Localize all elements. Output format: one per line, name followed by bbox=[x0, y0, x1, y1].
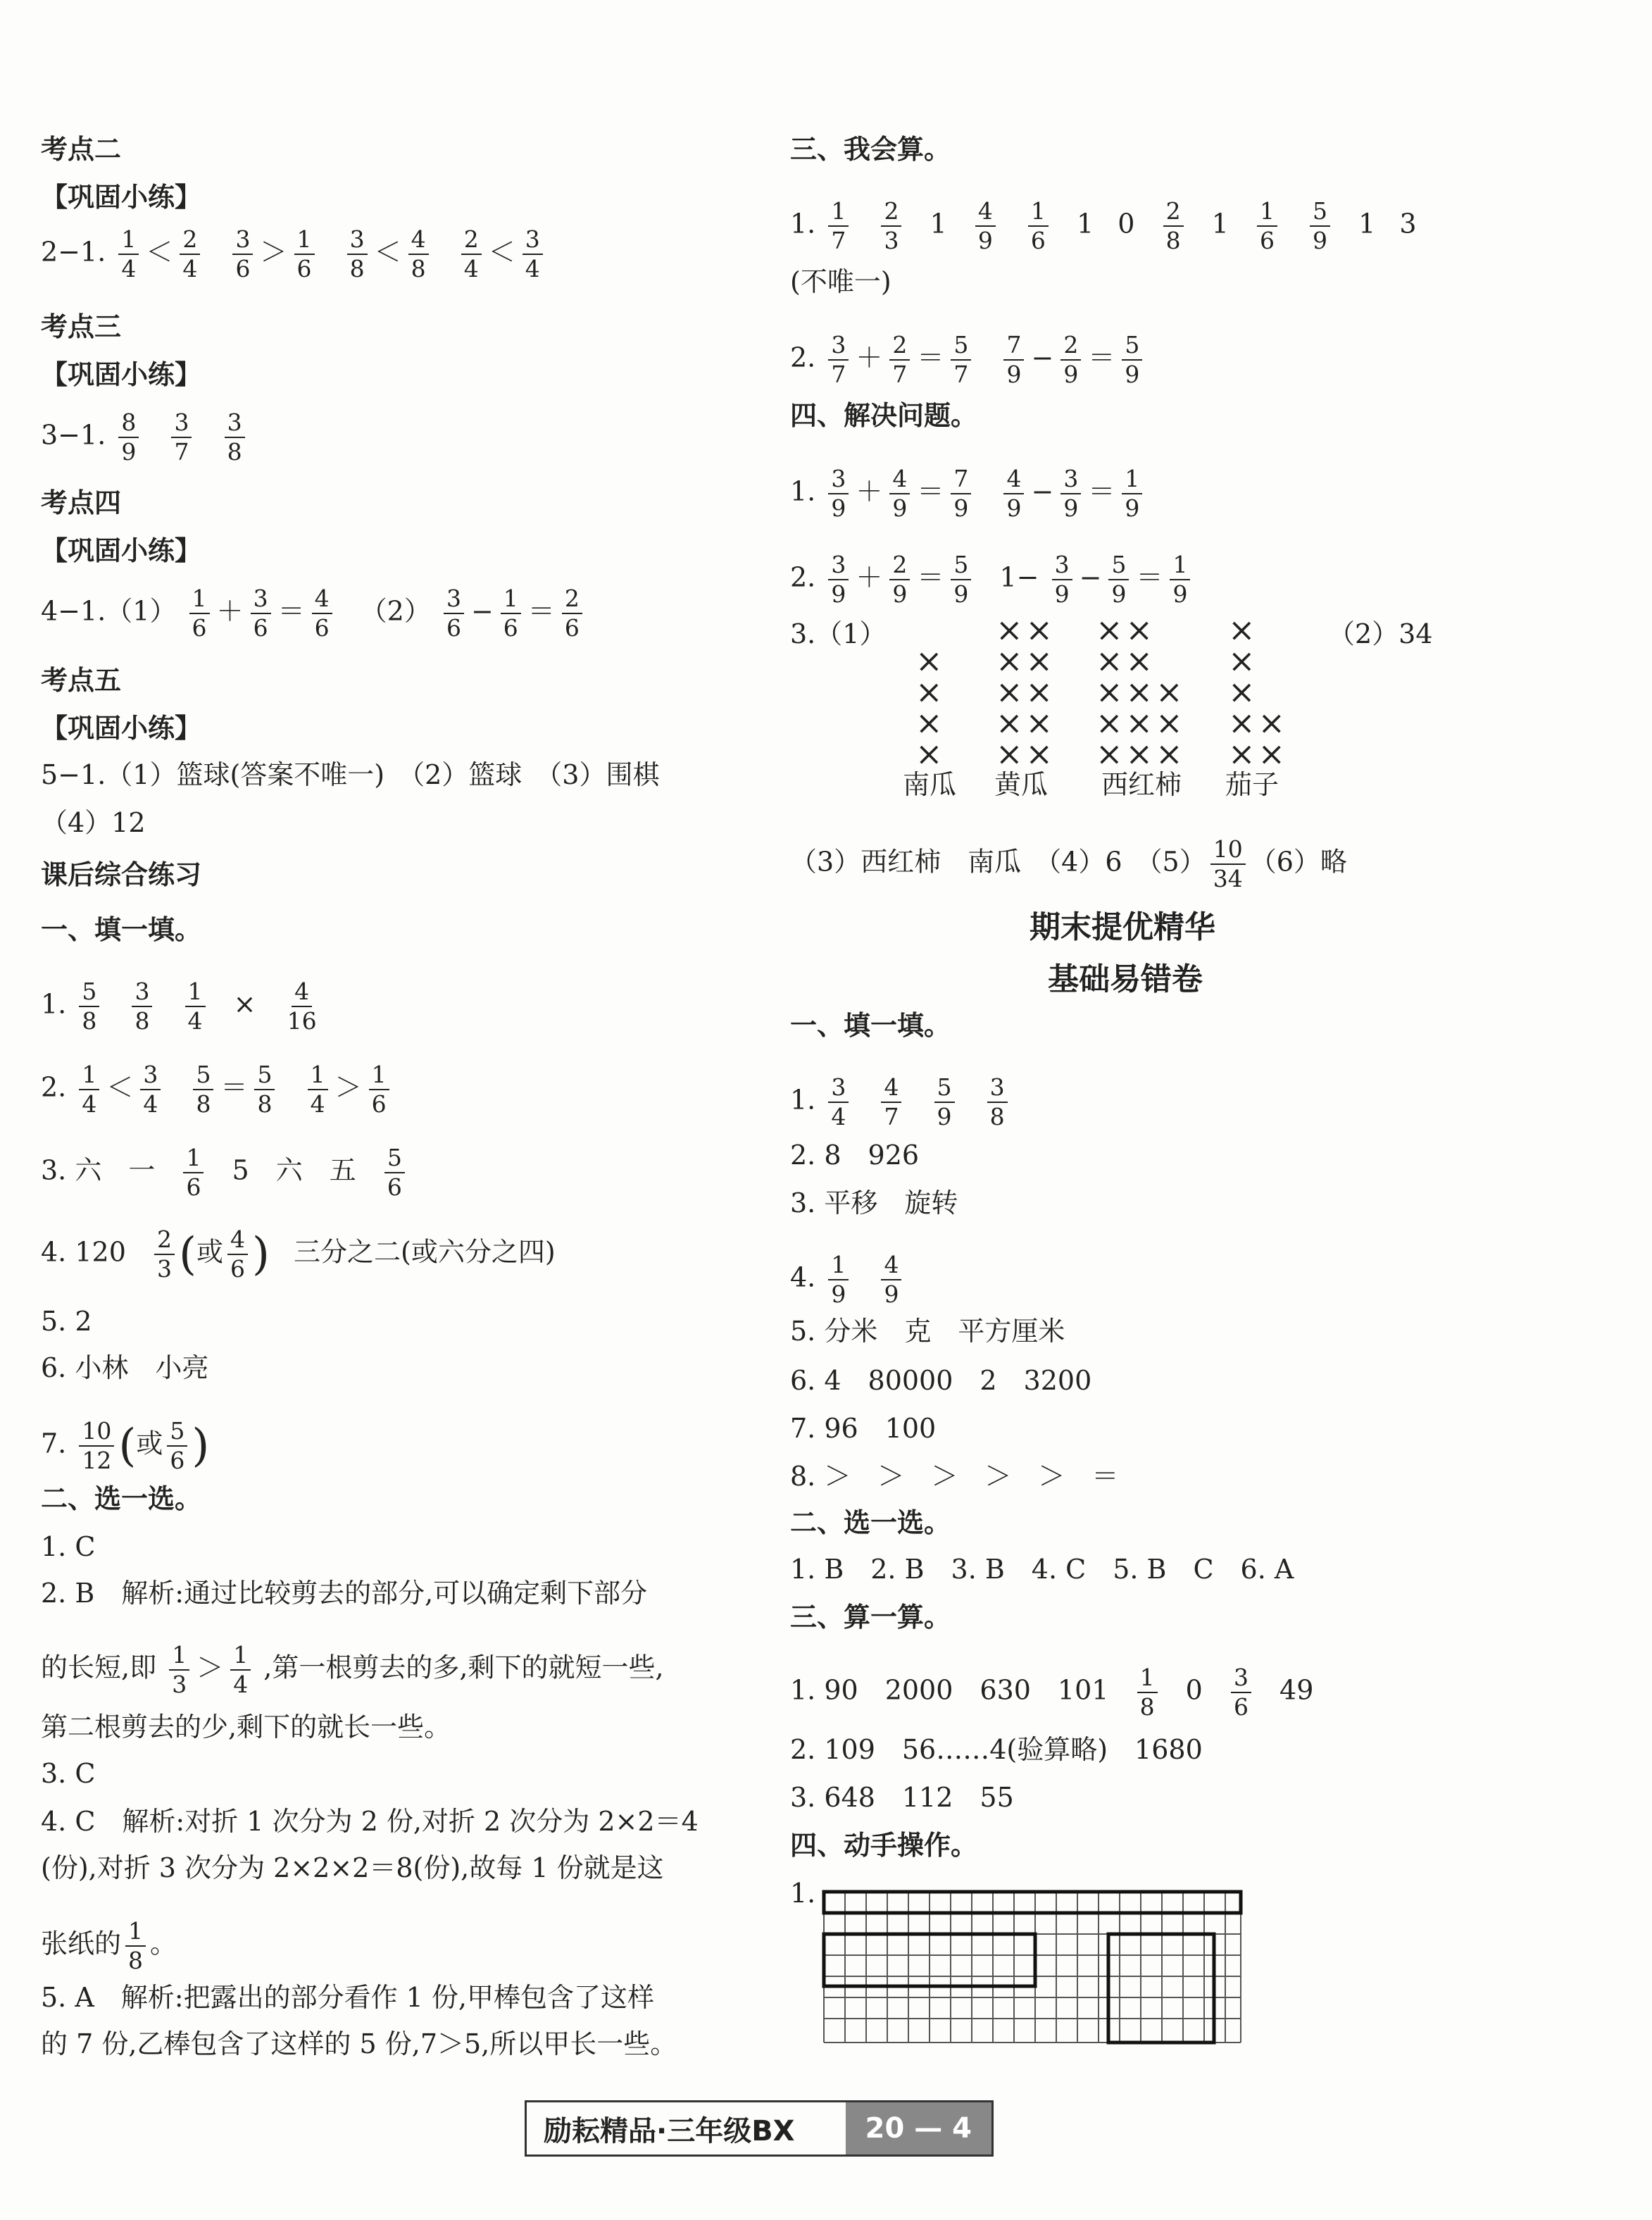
title-basic: 基础易错卷 bbox=[1048, 961, 1203, 997]
section-fill-2: 一、填一填。 bbox=[790, 1010, 951, 1041]
section-solve: 四、解决问题。 bbox=[790, 400, 978, 431]
pictograph-tomato: ×× ×× ××× ××× ××× bbox=[1096, 611, 1186, 773]
fill-q2: 2. $\frac{1}{4}$ ＜ $\frac{3}{4}$ $\frac{5}{8}$ ＝ $\frac{5}{8}$ $\frac{1}{4}$ ＞ $\frac{1}{6}$ bbox=[41, 1061, 394, 1118]
fill2-q5: 5. 分米 克 平方厘米 bbox=[790, 1316, 1065, 1347]
label-gugu: 【巩固小练】 bbox=[41, 359, 202, 390]
choose-c3: 3. C bbox=[41, 1758, 96, 1789]
fill2-q8: 8. ＞ ＞ ＞ ＞ ＞ ＝ bbox=[790, 1461, 1119, 1492]
choose-c5-line1: 5. A 解析:把露出的部分看作 1 份,甲棒包含了这样 bbox=[41, 1982, 654, 2013]
veg-label: 黄瓜 bbox=[994, 769, 1049, 800]
choose-c2-line1: 2. B 解析:通过比较剪去的部分,可以确定剩下部分 bbox=[41, 1578, 648, 1609]
answer-4-1: 4−1.（1） $\frac{1}{6}$ ＋ $\frac{3}{6}$ ＝ $\frac{4}{6}$ （2） $\frac{3}{6}$ − $\frac{1}{6}$ ＝ $\frac{2}{6}$ bbox=[41, 585, 587, 642]
publisher-label: 励耘精品·三年级BX bbox=[544, 2114, 795, 2147]
fill2-q4: 4. $\frac{1}{9}$ $\frac{4}{9}$ bbox=[790, 1251, 906, 1309]
fill-q3: 3. 六 一 $\frac{1}{6}$ 5 六 五 $\frac{5}{6}$ bbox=[41, 1144, 409, 1202]
choose2-answers: 1. B 2. B 3. B 4. C 5. B C 6. A bbox=[790, 1554, 1294, 1585]
solve-p3-label: 3.（1） bbox=[790, 618, 887, 649]
fill2-q7: 7. 96 100 bbox=[790, 1413, 937, 1444]
answer-5-1: 5−1.（1）篮球(答案不唯一) （2）篮球 （3）围棋 bbox=[41, 759, 660, 790]
fill-q5: 5. 2 bbox=[41, 1306, 92, 1337]
fill2-q3: 3. 平移 旋转 bbox=[790, 1187, 958, 1218]
fill-q4: 4. 120 $\frac{2}{3}$ (或 $\frac{4}{6}$ ) 三分之二(或六分之四) bbox=[41, 1226, 556, 1283]
fill2-q6: 6. 4 80000 2 3200 bbox=[790, 1365, 1092, 1396]
section-choose-2: 二、选一选。 bbox=[790, 1507, 951, 1538]
label-gugu: 【巩固小练】 bbox=[41, 535, 202, 566]
pictograph-cucumber: ×× ×× ×× ×× ×× bbox=[996, 611, 1056, 773]
section-kp4: 考点四 bbox=[41, 487, 122, 518]
compute-g1: 1. 90 2000 630 101 $\frac{1}{8}$ 0 $\frac{3}{6}$ 49 bbox=[790, 1664, 1314, 1721]
section-fill: 一、填一填。 bbox=[41, 914, 202, 945]
solve-p3-answer2: （2）34 bbox=[1328, 618, 1433, 649]
label-gugu: 【巩固小练】 bbox=[41, 182, 202, 213]
fill-q6: 6. 小林 小亮 bbox=[41, 1352, 209, 1383]
veg-label: 南瓜 bbox=[903, 769, 957, 800]
compute-g3: 3. 648 112 55 bbox=[790, 1782, 1014, 1813]
solve-p2: 2. $\frac{3}{9}$ ＋ $\frac{2}{9}$ ＝ $\frac{5}{9}$ 1− $\frac{3}{9}$ − $\frac{5}{9}$ ＝ $\frac{1}{9}$ bbox=[790, 551, 1194, 609]
fill-q7: 7. $\frac{10}{12}$ (或 $\frac{5}{6}$ ) bbox=[41, 1417, 210, 1474]
calc-r2: 2. $\frac{3}{7}$ ＋ $\frac{2}{7}$ ＝ $\frac{5}{7}$ $\frac{7}{9}$ − $\frac{2}{9}$ ＝ $\frac{5}{9}$ bbox=[790, 331, 1146, 389]
choose-c2-line3: 第二根剪去的少,剩下的就长一些。 bbox=[41, 1711, 451, 1742]
solve-p1: 1. $\frac{3}{9}$ ＋ $\frac{4}{9}$ ＝ $\frac{7}{9}$ $\frac{4}{9}$ − $\frac{3}{9}$ ＝ $\frac{1}{9}$ bbox=[790, 465, 1146, 523]
choose-c4-line3: 张纸的 $\frac{1}{8}$ 。 bbox=[41, 1917, 177, 1974]
compute-g2: 2. 109 56……4(验算略) 1680 bbox=[790, 1734, 1203, 1765]
label-gugu: 【巩固小练】 bbox=[41, 713, 202, 744]
answer-2-1: 2−1. $\frac{1}{4}$ ＜ $\frac{2}{4}$ $\frac{3}{6}$ ＞ $\frac{1}{6}$ $\frac{3}{8}$ ＜ $\frac{4}{8}$ $\frac{2}{4}$ ＜ $\frac{3}{4}$ bbox=[41, 225, 547, 283]
choose-c1: 1. C bbox=[41, 1531, 96, 1562]
section-compute: 三、算一算。 bbox=[790, 1602, 951, 1633]
page-footer bbox=[525, 2100, 994, 2157]
solve-p3-rest: （3）西红柿 南瓜 （4）6 （5） $\frac{10}{34}$ （6）略 bbox=[790, 835, 1347, 892]
title-final: 期末提优精华 bbox=[1030, 909, 1215, 945]
pictograph-eggplant: × × × ×× ×× bbox=[1228, 611, 1289, 773]
choose-c5-line2: 的 7 份,乙棒包含了这样的 5 份,7＞5,所以甲长一些。 bbox=[41, 2028, 677, 2059]
section-kp3: 考点三 bbox=[41, 311, 122, 342]
fill2-q2: 2. 8 926 bbox=[790, 1140, 920, 1171]
section-calc: 三、我会算。 bbox=[790, 134, 951, 165]
section-hands-on: 四、动手操作。 bbox=[790, 1830, 978, 1861]
calc-r1: 1. $\frac{1}{7}$ $\frac{2}{3}$ 1 $\frac{4}{9}$ $\frac{1}{6}$ 1 0 $\frac{2}{8}$ 1 $\frac{1}{6}$ $\frac{5}{9}$ 1 3 bbox=[790, 197, 1417, 254]
veg-label: 西红柿 bbox=[1101, 769, 1182, 800]
choose-c2-line2: 的长短,即 $\frac{1}{3}$ ＞ $\frac{1}{4}$ ,第一根剪去的多,剩下的就短一些, bbox=[41, 1641, 664, 1698]
section-choose: 二、选一选。 bbox=[41, 1483, 202, 1514]
calc-note: (不唯一) bbox=[790, 266, 891, 297]
section-kp5: 考点五 bbox=[41, 665, 122, 696]
fill-q1: 1. $\frac{5}{8}$ $\frac{3}{8}$ $\frac{1}{4}$ × $\frac{4}{16}$ bbox=[41, 978, 317, 1035]
grid-figure bbox=[817, 1885, 1253, 2054]
choose-c4-line1: 4. C 解析:对折 1 次分为 2 份,对折 2 次分为 2×2＝4 bbox=[41, 1806, 699, 1837]
pictograph-pumpkin: × × × × bbox=[915, 642, 946, 773]
hands-on-q1: 1. bbox=[790, 1878, 816, 1909]
fill2-q1: 1. $\frac{3}{4}$ $\frac{4}{7}$ $\frac{5}{9}$ $\frac{3}{8}$ bbox=[790, 1073, 1012, 1131]
page-number: 20 — 4 bbox=[846, 2102, 991, 2154]
answer-3-1: 3−1. $\frac{8}{9}$ $\frac{3}{7}$ $\frac{3}{8}$ bbox=[41, 409, 249, 466]
section-kp2: 考点二 bbox=[41, 134, 122, 165]
veg-label: 茄子 bbox=[1225, 769, 1279, 800]
choose-c4-line2: (份),对折 3 次分为 2×2×2＝8(份),故每 1 份就是这 bbox=[41, 1852, 664, 1883]
section-homework: 课后综合练习 bbox=[41, 859, 202, 890]
answer-5-1b: （4）12 bbox=[41, 807, 146, 838]
